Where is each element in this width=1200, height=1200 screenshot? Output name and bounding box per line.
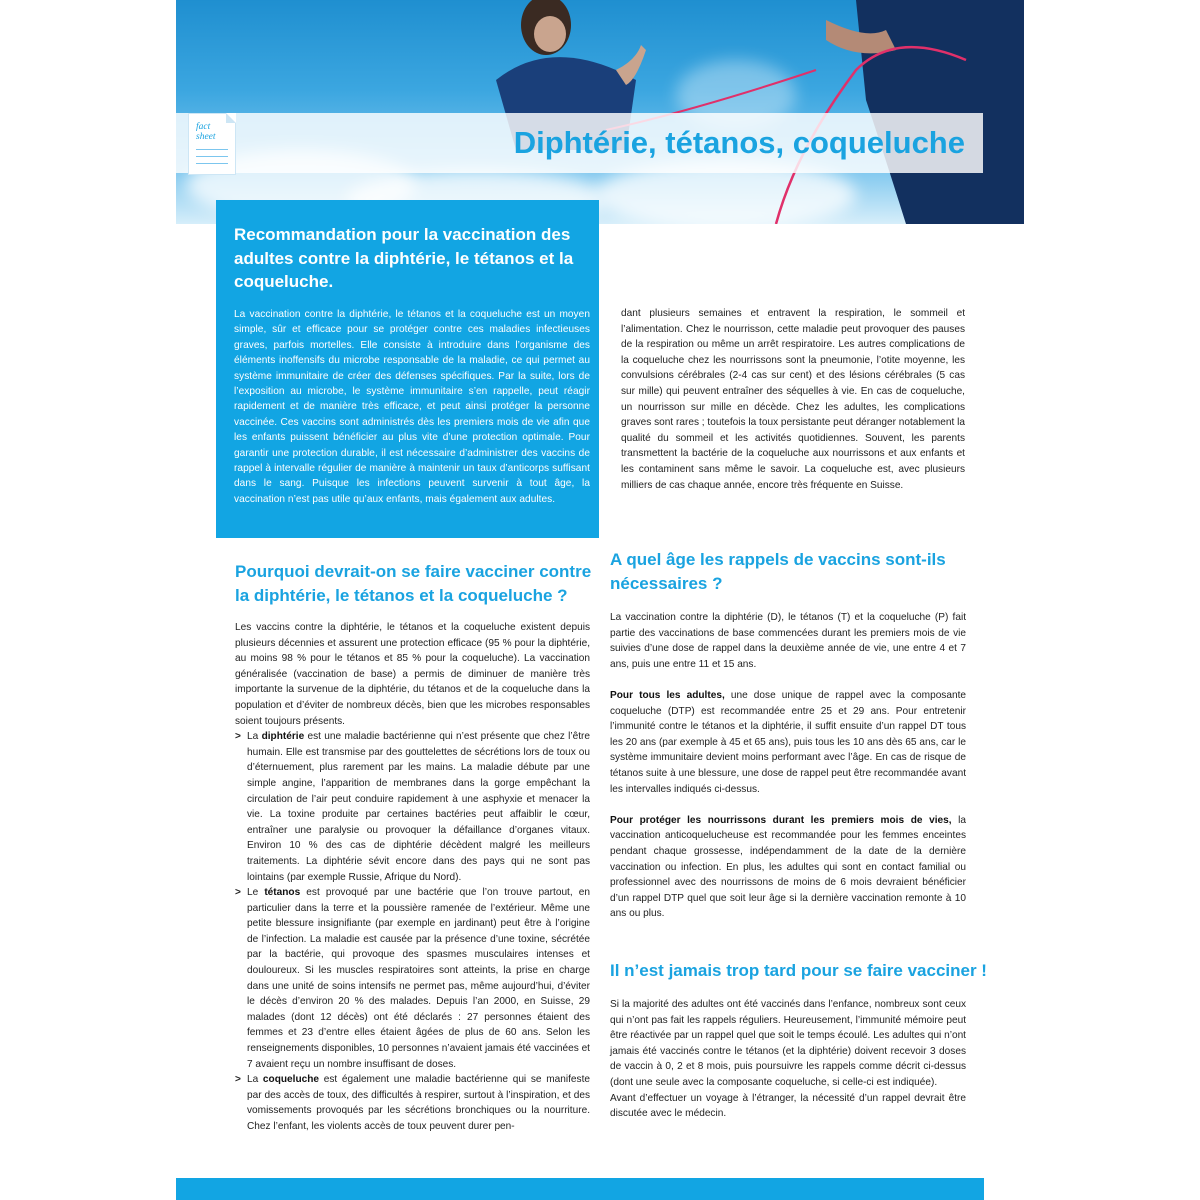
- page-title: Diphtérie, tétanos, coqueluche: [513, 125, 965, 160]
- hero-photo: [176, 0, 1024, 224]
- footer-bar: [176, 1178, 984, 1200]
- fact-sheet-badge: [188, 113, 236, 175]
- never-late-paragraph-1: Si la majorité des adultes ont été vaccinés dans l’enfance, nombreux sont ceux qui n’ont pas fait les rappels réguliers. Heureusement, l’immunité mémoire peut être réactivée par un rappel quel que soit le temps écoulé. Les adultes qui n’ont jamais été vaccinés contre le tétanos (et la diphtérie) doivent recevoir 3 doses de vaccin à 0, 2 et 8 mois, puis poursuivre les rappels comme décrit ci-dessus (dont une seule avec la composante coqueluche, si celle-ci est indiquée).: [610, 999, 966, 1088]
- intro-box: [216, 200, 599, 538]
- jump-rope: [176, 0, 1024, 224]
- bullet-arrow-icon: >: [235, 887, 241, 899]
- intro-heading: Recommandation pour la vaccination des adultes contre la diphtérie, le tétanos et la coqueluche.: [234, 225, 574, 291]
- why-section: [235, 620, 590, 1135]
- why-heading: Pourquoi devrait-on se faire vacciner contre la diphtérie, le tétanos et la coqueluche ?: [235, 562, 592, 605]
- bullet-arrow-icon: >: [235, 1074, 241, 1086]
- never-late-heading: Il n’est jamais trop tard pour se faire vacciner !: [610, 961, 987, 980]
- list-item-diphtheria: > La diphtérie est une maladie bactérienne qui n’est présente que chez l’être humain. Elle est transmise par des gouttelettes de sécrétions lors de toux ou d’éternuement, plus rarement par les mains. La maladie débute par une simple angine, l’apparition de membranes dans la gorge empêchant la circulation de l’air peut conduire rapidement à une asphyxie et menacer la vie. La toxine produite par certaines bactéries peut affaiblir le cœur, entraîner une paralysie ou provoquer la défaillance d’organes vitaux. Environ 10 % des cas de diphtérie décèdent malgré les meilleurs traitements. La diphtérie sévit encore dans des pays qui ne sont pas lointains (par exemple Russie, Afrique du Nord).: [235, 731, 590, 883]
- why-body: Les vaccins contre la diphtérie, le tétanos et la coqueluche existent depuis plusieurs décennies et assurent une protection efficace (95 % pour la diphtérie, au moins 98 % pour le tétanos et 85 % pour la coqueluche). La vaccination généralisée (vaccination de base) a permis de diminuer de manière très importante la survenue de la diphtérie, du tétanos et de la coqueluche dans la population et d’éviter de nombreux décès, bien que les microbes responsables soient toujours présents.: [235, 622, 590, 727]
- boosters-paragraph-3: Pour protéger les nourrissons durant les premiers mois de vies, la vaccination anticoquelucheuse est recommandée pour les femmes enceintes pendant chaque grossesse, indépendamment de la date de la dernière vaccination ou infection. En plus, les adultes qui sont en contact familial ou professionnel avec des nourrissons de moins de 6 mois devraient bénéficier d’un rappel DTP quel que soit leur âge si la dernière vaccination remonte à 10 ans ou plus.: [610, 814, 966, 920]
- boosters-paragraph-1: La vaccination contre la diphtérie (D), le tétanos (T) et la coqueluche (P) fait partie des vaccinations de base commencées durant les premiers mois de vie suivies d’une dose de rappel dans la deuxième année de vie, une entre 4 et 7 ans, puis une entre 11 et 15 ans.: [610, 612, 966, 670]
- disease-list: [235, 729, 590, 1134]
- right-column-continued-text: dant plusieurs semaines et entravent la respiration, le sommeil et l’alimentation. Chez le nourrisson, cette maladie peut provoquer des pauses de la respiration ou même un arrêt respiratoire. Les autres complications de la coqueluche chez les nourrissons sont la pneumonie, l’otite moyenne, les convulsions cérébrales (2-4 cas sur cent) et des lésions cérébrales (5 cas sur mille) qui peuvent entraîner des séquelles à vie. En cas de coqueluche, un nourrisson sur mille en décède. Chez les adultes, les complications graves sont rares ; toutefois la toux persistante peut déranger notablement la qualité du sommeil et les activités quotidiennes. Souvent, les parents transmettent la bactérie de la coqueluche aux nourrissons et aux enfants et les contaminent sans même le savoir. La coqueluche est, avec plusieurs milliers de cas chaque année, encore très fréquente en Suisse.: [621, 308, 965, 491]
- fact-sheet-label: fact sheet: [196, 122, 216, 142]
- intro-body: La vaccination contre la diphtérie, le tétanos et la coqueluche est un moyen simple, sûr et efficace pour se protéger contre ces maladies infectieuses graves, parfois mortelles. Elle consiste à introduire dans l’organisme des éléments inoffensifs du microbe responsable de la maladie, ce qui permet au système immunitaire de créer des défenses spécifiques. Par la suite, lors de l’exposition au microbe, le système immunitaire s’en rappelle, peut réagir rapidement et de manière très efficace, et peut ainsi protéger la personne vaccinée. Ces vaccins sont administrés dès les premiers mois de vie afin que les enfants puissent bénéficier au plus vite d’une protection optimale. Pour garantir une protection durable, il est nécessaire d’administrer des vaccins de rappel à intervalle régulier de manière à maintenir un taux d’anticorps suffisant dans le sang. Puisque les infections peuvent survenir à tout âge, la vaccination n’est pas utile qu’aux enfants, mais également aux adultes.: [234, 309, 590, 505]
- bullet-arrow-icon: >: [235, 731, 241, 743]
- list-item-tetanus: > Le tétanos est provoqué par une bactérie que l’on trouve partout, en particulier dans la terre et la poussière ramenée de l’extérieur. Même une petite blessure insignifiante (par exemple en jardinant) peut être à l’origine de l’infection. La maladie est causée par la présence d’une toxine, sécrétée par la bactérie, qui provoque des spasmes musculaires intenses et douloureux. Si les muscles respiratoires sont atteints, la prise en charge dans une unité de soins intensifs ne permet pas, même aujourd’hui, d’éviter le décès d’environ 20 % des malades. Depuis l’an 2000, en Suisse, 29 malades (dont 12 décès) ont été déclarés : 27 personnes étaient des femmes et 23 d’entre elles étaient âgées de plus de 60 ans. Selon les renseignements disponibles, 10 personnes n’avaient jamais été vaccinées et 7 avaient reçu un nombre insuffisant de doses.: [235, 887, 590, 1070]
- list-item-pertussis: > La coqueluche est également une maladie bactérienne qui se manifeste par des accès de toux, des difficultés à respirer, surtout à l’inspiration, et des vomissements provoqués par les sécrétions bronchiques ou la nourriture. Chez l’enfant, les violents accès de toux peuvent durer pen-: [235, 1074, 590, 1132]
- title-bar: [176, 113, 983, 173]
- never-late-section: [610, 997, 966, 1122]
- boosters-heading: A quel âge les rappels de vaccins sont-ils nécessaires ?: [610, 550, 946, 593]
- boosters-paragraph-2: Pour tous les adultes, une dose unique de rappel avec la composante coqueluche (DTP) est recommandée entre 25 et 29 ans. Pour entretenir l’immunité contre le tétanos et la diphtérie, il suffit ensuite d’un rappel DT tous les 20 ans (par exemple à 45 et 65 ans), puis tous les 10 ans dès 65 ans, car le système immunitaire devient moins performant avec l’âge. En cas de risque de tétanos suite à une blessure, une dose de rappel peut être recommandée avant les intervalles indiqués ci-dessus.: [610, 689, 966, 795]
- never-late-paragraph-2: Avant d’effectuer un voyage à l’étranger, la nécessité d’un rappel devrait être discutée avec le médecin.: [610, 1092, 966, 1120]
- boosters-section: [610, 610, 966, 922]
